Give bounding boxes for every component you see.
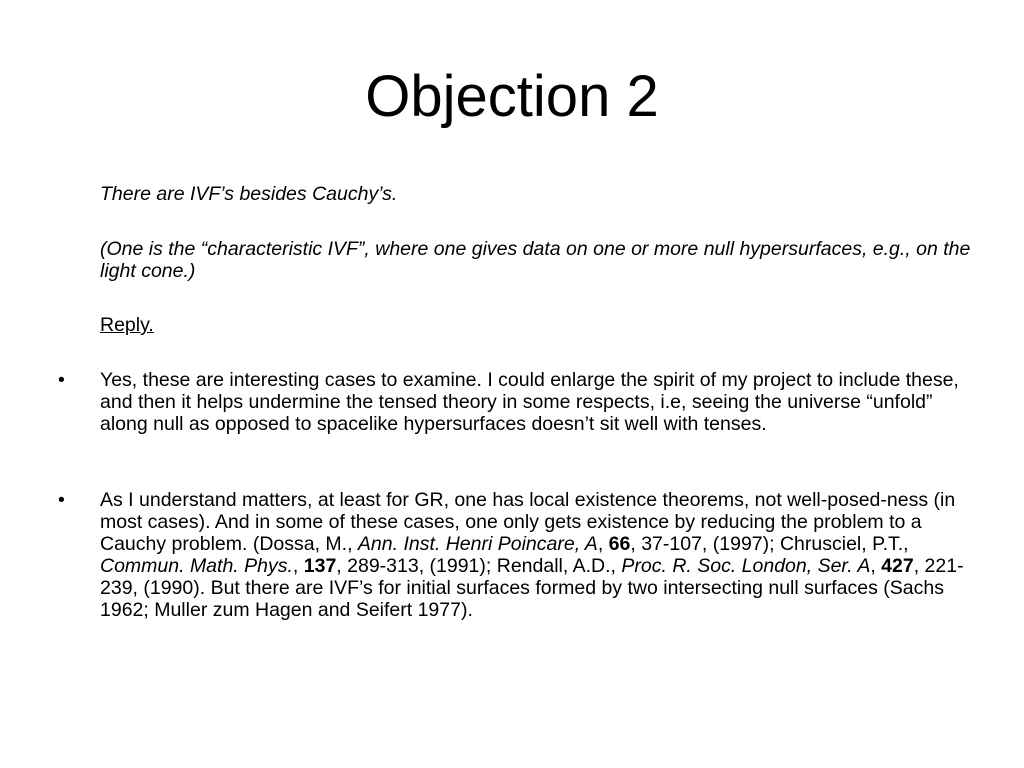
bullet-marker-1: • (58, 369, 65, 391)
citation-volume-3: 427 (881, 555, 914, 577)
citation-journal-2: Commun. Math. Phys. (100, 555, 293, 577)
slide-title: Objection 2 (365, 64, 659, 129)
bullet-2-text: , 289-313, (1991); Rendall, A.D., (336, 555, 622, 577)
bullet-2-text: , 37-107, (1997); Chrusciel, P.T., (630, 533, 909, 555)
bullet-2-text: , 221-239, (1990). But there are IVF’s for initial surfaces formed by two intersecting null surfaces (Sachs 1962; Muller zum Hagen and Seifert 1977). (100, 555, 964, 621)
objection-statement: There are IVF’s besides Cauchy’s. (100, 183, 398, 205)
bullet-2-text: , (870, 555, 882, 577)
reply-label: Reply. (100, 314, 154, 336)
bullet-marker-2: • (58, 489, 65, 511)
objection-note: (One is the “characteristic IVF”, where one gives data on one or more null hypersurfaces, e.g., on the light cone.) (100, 238, 971, 282)
bullet-2-text: As I understand matters, at least for GR, one has local existence theorems, not well-posed-ness (in most cases). And in some of these cases, one only gets existence by reducing the problem to a Cauchy problem. (Dossa, M., (100, 489, 956, 555)
citation-journal-3: Proc. R. Soc. London, Ser. A (621, 555, 871, 577)
bullet-item-1: Yes, these are interesting cases to examine. I could enlarge the spirit of my project to include these, and then it helps undermine the tensed theory in some respects, i.e, seeing the universe “unfold” along null as opposed to spacelike hypersurfaces doesn’t sit well with tenses. (100, 369, 959, 435)
citation-volume-1: 66 (608, 533, 631, 555)
citation-journal-1: Ann. Inst. Henri Poincare, A (357, 533, 598, 555)
bullet-2-text: , (597, 533, 609, 555)
bullet-2-text: , (292, 555, 304, 577)
citation-volume-2: 137 (303, 555, 337, 577)
bullet-item-2 (100, 489, 980, 621)
